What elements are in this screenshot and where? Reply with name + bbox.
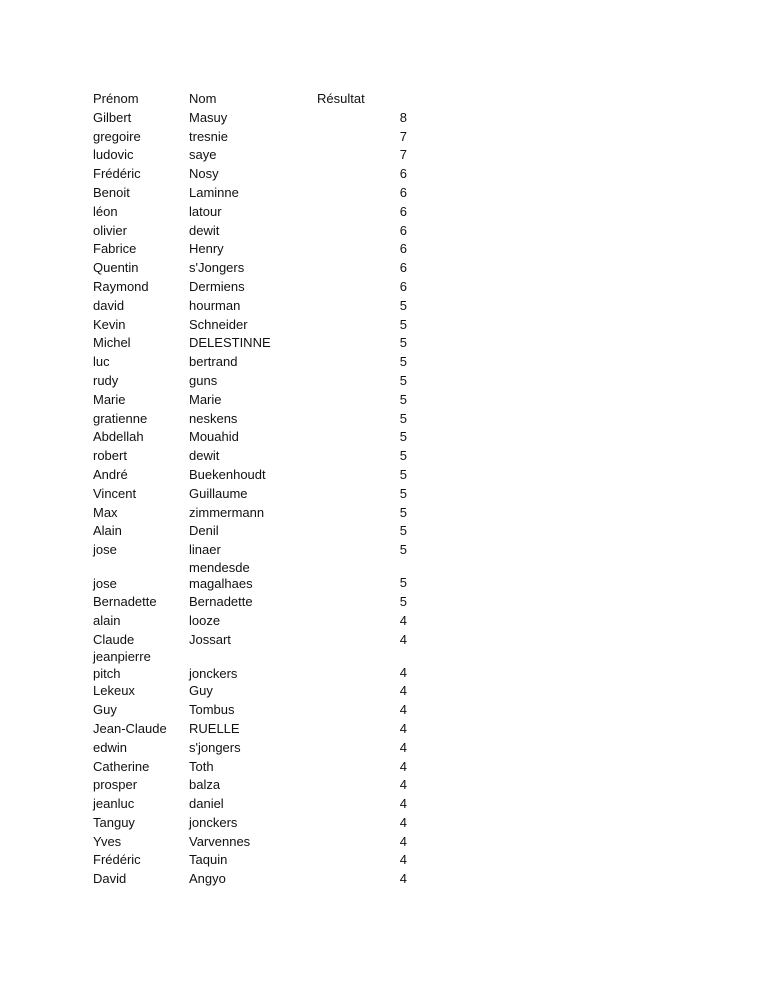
- table-row: [93, 466, 407, 485]
- table-row: [93, 165, 407, 184]
- cell-nom: DELESTINNE: [189, 335, 271, 351]
- cell-prenom: Guy: [93, 702, 117, 718]
- cell-nom: Dermiens: [189, 278, 245, 294]
- cell-nom: Laminne: [189, 184, 239, 200]
- table-row: [93, 447, 407, 466]
- cell-prenom: Max: [93, 504, 118, 520]
- cell-resultat: 4: [399, 758, 407, 774]
- table-row: [93, 701, 407, 720]
- cell-nom: Angyo: [189, 871, 226, 887]
- table-row: [93, 851, 407, 870]
- cell-prenom: Vincent: [93, 485, 137, 501]
- cell-resultat: 7: [399, 147, 407, 163]
- cell-nom: latour: [189, 203, 222, 219]
- cell-nom: Guillaume: [189, 485, 248, 501]
- cell-nom: RUELLE: [189, 720, 240, 736]
- table-row: [93, 203, 407, 222]
- cell-resultat: 5: [399, 297, 407, 313]
- results-table: [93, 90, 407, 889]
- header-prenom: Prénom: [93, 91, 139, 106]
- cell-resultat: 5: [399, 372, 407, 388]
- table-row: [93, 240, 407, 259]
- cell-nom: Nosy: [189, 166, 219, 182]
- table-row: [93, 146, 407, 165]
- cell-resultat: 6: [399, 222, 407, 238]
- header-nom: Nom: [189, 91, 217, 106]
- cell-resultat: 4: [399, 683, 407, 699]
- cell-resultat: 4: [399, 796, 407, 812]
- table-row: [93, 833, 407, 852]
- table-row: [93, 316, 407, 335]
- table-row: [93, 353, 407, 372]
- cell-prenom: david: [93, 297, 125, 313]
- cell-prenom: jeanpierre pitch: [93, 649, 151, 681]
- cell-nom: Marie: [189, 391, 222, 407]
- table-row: [93, 593, 407, 612]
- cell-prenom: ludovic: [93, 147, 134, 163]
- table-row: [93, 795, 407, 814]
- cell-prenom: alain: [93, 612, 121, 628]
- cell-prenom: jose: [93, 542, 117, 558]
- table-row: [93, 649, 407, 682]
- table-row: [93, 612, 407, 631]
- cell-resultat: 6: [399, 203, 407, 219]
- cell-resultat: 6: [399, 260, 407, 276]
- table-row: [93, 870, 407, 889]
- cell-nom: Buekenhoudt: [189, 466, 266, 482]
- cell-prenom: luc: [93, 354, 110, 370]
- cell-prenom: Tanguy: [93, 814, 135, 830]
- table-row: [93, 297, 407, 316]
- cell-prenom: jeanluc: [93, 796, 135, 812]
- cell-nom: s'Jongers: [189, 260, 245, 276]
- cell-nom: Tombus: [189, 702, 235, 718]
- cell-nom: s'jongers: [189, 739, 241, 755]
- cell-nom: Bernadette: [189, 593, 253, 609]
- cell-nom: linaer: [189, 542, 221, 558]
- table-row: [93, 278, 407, 297]
- cell-resultat: 5: [399, 593, 407, 609]
- cell-nom: neskens: [189, 410, 238, 426]
- cell-prenom: Alain: [93, 523, 122, 539]
- cell-resultat: 6: [399, 278, 407, 294]
- cell-resultat: 4: [399, 702, 407, 718]
- cell-nom: Varvennes: [189, 833, 251, 849]
- cell-prenom: Abdellah: [93, 429, 144, 445]
- cell-resultat: 5: [399, 466, 407, 482]
- cell-nom: hourman: [189, 297, 241, 313]
- cell-prenom: Raymond: [93, 278, 149, 294]
- cell-nom: Masuy: [189, 109, 228, 125]
- cell-resultat: 7: [399, 128, 407, 144]
- cell-nom: zimmermann: [189, 504, 265, 520]
- cell-prenom: Fabrice: [93, 241, 137, 257]
- cell-nom: Mouahid: [189, 429, 239, 445]
- table-row: [93, 631, 407, 650]
- cell-nom: Schneider: [189, 316, 248, 332]
- cell-nom: tresnie: [189, 128, 229, 144]
- table-row: [93, 560, 407, 593]
- cell-prenom: olivier: [93, 222, 127, 238]
- cell-prenom: Yves: [93, 833, 122, 849]
- cell-prenom: edwin: [93, 739, 127, 755]
- table-row: [93, 776, 407, 795]
- table-row: [93, 814, 407, 833]
- cell-nom: Toth: [189, 758, 214, 774]
- cell-resultat: 4: [399, 871, 407, 887]
- table-row: [93, 682, 407, 701]
- cell-prenom: Michel: [93, 335, 131, 351]
- table-row: [93, 222, 407, 241]
- cell-prenom: Frédéric: [93, 166, 141, 182]
- cell-prenom: David: [93, 871, 127, 887]
- cell-nom: jonckers: [189, 814, 238, 830]
- cell-nom: looze: [189, 612, 221, 628]
- cell-resultat: 5: [399, 504, 407, 520]
- table-row: [93, 109, 407, 128]
- cell-resultat: 4: [399, 777, 407, 793]
- table-body: [93, 109, 407, 889]
- table-header-row: [93, 90, 407, 109]
- cell-resultat: 4: [399, 814, 407, 830]
- cell-nom: Taquin: [189, 852, 228, 868]
- table-row: [93, 758, 407, 777]
- cell-resultat: 4: [399, 739, 407, 755]
- table-row: [93, 334, 407, 353]
- table-row: [93, 522, 407, 541]
- table-row: [93, 541, 407, 560]
- table-row: [93, 504, 407, 523]
- cell-nom: jonckers: [189, 665, 238, 681]
- cell-prenom: prosper: [93, 777, 138, 793]
- cell-prenom: jose: [93, 576, 117, 592]
- cell-nom: bertrand: [189, 354, 238, 370]
- cell-prenom: Frédéric: [93, 852, 141, 868]
- cell-resultat: 4: [399, 631, 407, 647]
- cell-prenom: Bernadette: [93, 593, 157, 609]
- cell-resultat: 5: [399, 391, 407, 407]
- table-row: [93, 259, 407, 278]
- cell-resultat: 5: [399, 575, 407, 591]
- cell-prenom: Claude: [93, 631, 135, 647]
- table-row: [93, 128, 407, 147]
- cell-nom: mendesde magalhaes: [189, 559, 253, 592]
- cell-resultat: 5: [399, 335, 407, 351]
- table-row: [93, 410, 407, 429]
- cell-prenom: Gilbert: [93, 109, 132, 125]
- header-resultat: Résultat: [317, 91, 365, 106]
- cell-resultat: 5: [399, 429, 407, 445]
- table-row: [93, 428, 407, 447]
- table-row: [93, 372, 407, 391]
- cell-nom: Denil: [189, 523, 219, 539]
- cell-nom: Henry: [189, 241, 224, 257]
- cell-prenom: Marie: [93, 391, 126, 407]
- table-row: [93, 485, 407, 504]
- cell-prenom: Kevin: [93, 316, 126, 332]
- cell-nom: Guy: [189, 683, 213, 699]
- cell-resultat: 5: [399, 523, 407, 539]
- cell-resultat: 5: [399, 448, 407, 464]
- cell-prenom: léon: [93, 203, 118, 219]
- cell-resultat: 6: [399, 166, 407, 182]
- cell-resultat: 6: [399, 241, 407, 257]
- cell-resultat: 4: [399, 664, 407, 680]
- cell-prenom: Lekeux: [93, 683, 135, 699]
- cell-resultat: 4: [399, 720, 407, 736]
- table-row: [93, 184, 407, 203]
- table-row: [93, 391, 407, 410]
- cell-resultat: 5: [399, 485, 407, 501]
- cell-resultat: 6: [399, 184, 407, 200]
- cell-prenom: André: [93, 466, 128, 482]
- cell-resultat: 5: [399, 542, 407, 558]
- table-row: [93, 739, 407, 758]
- cell-prenom: robert: [93, 448, 127, 464]
- cell-nom: guns: [189, 372, 218, 388]
- cell-resultat: 4: [399, 833, 407, 849]
- cell-prenom: rudy: [93, 372, 119, 388]
- cell-resultat: 4: [399, 852, 407, 868]
- cell-prenom: Catherine: [93, 758, 150, 774]
- cell-nom: balza: [189, 777, 221, 793]
- cell-resultat: 4: [399, 612, 407, 628]
- cell-nom: Jossart: [189, 631, 231, 647]
- cell-prenom: Jean-Claude: [93, 720, 167, 736]
- cell-resultat: 5: [399, 316, 407, 332]
- cell-resultat: 8: [399, 109, 407, 125]
- cell-resultat: 5: [399, 410, 407, 426]
- cell-resultat: 5: [399, 354, 407, 370]
- cell-prenom: gratienne: [93, 410, 148, 426]
- cell-prenom: gregoire: [93, 128, 141, 144]
- cell-nom: dewit: [189, 448, 220, 464]
- cell-nom: dewit: [189, 222, 220, 238]
- cell-prenom: Quentin: [93, 260, 139, 276]
- cell-nom: daniel: [189, 796, 224, 812]
- table-row: [93, 720, 407, 739]
- cell-nom: saye: [189, 147, 217, 163]
- cell-prenom: Benoit: [93, 184, 130, 200]
